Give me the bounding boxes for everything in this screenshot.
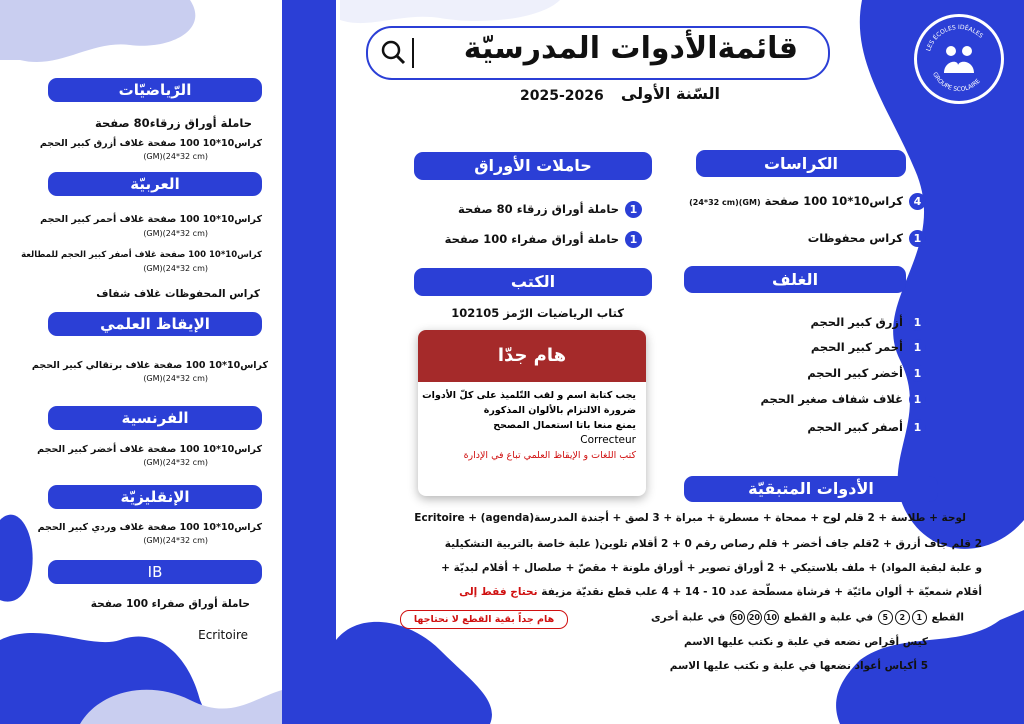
qty-badge: 1: [909, 419, 926, 436]
other-tools-line-7: كيس أقراص نضعه في علبة و نكتب عليها الاسم: [684, 636, 928, 648]
important-line-2: ضرورة الالتزام بالألوان المذكورة: [483, 405, 636, 416]
paper-holders-item-2: 1حاملة أوراق صفراء 100 صفحة: [445, 231, 642, 248]
section-paper-holders-header: حاملات الأوراق: [414, 152, 652, 180]
logo-figure-head-1: [946, 46, 956, 56]
other-tools-line-1: لوحة + طلاسة + 2 قلم لوح + ممحاة + مسطرة + مبراة + 3 لصق + أجندة المدرسة(agenda) + Ecritoire: [414, 512, 966, 524]
other-tools-line-3: و علبة لبقية المواد) + ملف بلاستيكي + 2 أوراق تصوير + أوراق ملونة + مقصّ + صلصال + أقلام لبديّة +: [441, 562, 982, 574]
important-red-line: كتب اللغات و الإيقاظ العلمي تباع في الإدارة: [463, 450, 636, 461]
blob-left-mid: [0, 515, 33, 602]
search-icon: [380, 39, 406, 65]
blob-top-left-light: [0, 0, 195, 62]
left-french-item-1: كراس10*10 100 صفحة غلاف أخضر كبير الحجم: [37, 444, 262, 455]
qty-badge: 4: [909, 193, 926, 210]
covers-item-4: 1غلاف شفاف صغير الحجم: [760, 391, 926, 408]
logo-figure-head-2: [962, 46, 972, 56]
coin-icon: 10: [764, 610, 779, 625]
coin-icon: 5: [878, 610, 893, 625]
covers-item-5: 1أصفر كبير الحجم: [807, 419, 926, 436]
covers-item-1: 1أزرق كبير الحجم: [810, 314, 926, 331]
important-notice-box: [418, 330, 646, 496]
left-arabic-item-3: كراس المحفوظات غلاف شفاف: [96, 288, 260, 300]
other-tools-line-4: أقلام شمعيّة + ألوان مائيّة + فرشاة مسطّحة عدد 10 - 14 + 4 علب قطع نقديّة مزيفة نحتاج فقط إلى: [459, 586, 982, 598]
left-math-header: الرّياضيّات: [48, 78, 262, 102]
left-math-item-1: حاملة أوراق زرقاء80 صفحة: [95, 116, 252, 130]
left-science-item-1: كراس10*10 100 صفحة غلاف برتقالي كبير الحجم: [31, 360, 268, 371]
section-covers-header: الغلف: [684, 266, 906, 293]
other-tools-red-phrase: نحتاج فقط إلى: [459, 586, 538, 598]
qty-badge: 1: [909, 230, 926, 247]
important-line-3: يمنع منعا باتا استعمال المصحح: [493, 420, 636, 431]
vertical-strip: [282, 0, 336, 724]
left-science-header: الإيقاظ العلمي: [48, 312, 262, 336]
left-ib-item-1: حاملة أوراق صفراء 100 صفحة: [90, 598, 250, 610]
left-arabic-item-1: كراس10*10 100 صفحة غلاف أحمر كبير الحجم: [40, 214, 262, 225]
left-english-header: الإنقليزيّة: [48, 485, 262, 509]
coin-icon: 50: [730, 610, 745, 625]
page-title: قائمةالأدوات المدرسيّة: [463, 31, 798, 66]
subtitle-level: السّنة الأولى: [620, 84, 720, 103]
important-line-4: Correcteur: [580, 434, 636, 446]
svg-text:GROUPE SCOLAIRE: [931, 71, 982, 93]
section-notebooks-header: الكراسات: [696, 150, 906, 177]
left-arabic-item-2-dim: (GM)(24*32 cm): [143, 264, 208, 273]
left-ib-header: IB: [48, 560, 262, 584]
coin-icon: 1: [912, 610, 927, 625]
other-tools-line-2: 2 قلم جاف أزرق + 2قلم جاف أخضر + قلم رصاص رقم 0 + 2 أقلام تلوين( علبة خاصة بالتربية التشكيلية: [444, 538, 982, 550]
important-header: هام جدّا: [418, 330, 646, 382]
left-math-item-2: كراس10*10 100 صفحة غلاف أزرق كبير الحجم: [39, 138, 262, 149]
left-arabic-item-1-dim: (GM)(24*32 cm): [143, 229, 208, 238]
subtitle-year: 2025-2026: [520, 88, 604, 104]
qty-badge: 1: [625, 231, 642, 248]
books-item-1: كتاب الرياضيات الرّمز 102105: [451, 306, 624, 320]
left-arabic-item-2: كراس10*10 100 صفحة غلاف أصفر كبير الحجم للمطالعة: [21, 250, 262, 260]
left-french-item-1-dim: (GM)(24*32 cm): [143, 458, 208, 467]
left-english-item-1-dim: (GM)(24*32 cm): [143, 536, 208, 545]
left-french-header: الفرنسية: [48, 406, 262, 430]
notebooks-item-1: 4كراس10*10 100 صفحة (GM)(24*32 cm): [689, 193, 926, 210]
left-math-item-2-dim: (GM)(24*32 cm): [143, 152, 208, 161]
qty-badge: 1: [909, 365, 926, 382]
paper-holders-item-1: 1حاملة أوراق زرقاء 80 صفحة: [458, 201, 642, 218]
qty-badge: 1: [909, 339, 926, 356]
left-science-item-1-dim: (GM)(24*32 cm): [143, 374, 208, 383]
school-logo: [914, 14, 1004, 104]
logo-bottom-text: GROUPE SCOLAIRE: [931, 71, 982, 94]
title-divider: [412, 38, 414, 68]
other-tools-line-coins: القطع 125 في علبة و القطع 102050 في علبة أخرى: [651, 611, 964, 624]
left-english-item-1: كراس10*10 100 صفحة غلاف وردي كبير الحجم: [37, 522, 262, 533]
blob-top-middle-light: [340, 0, 560, 23]
title-box: [366, 26, 830, 80]
logo-figures-body: [944, 62, 974, 73]
section-other-tools-header: الأدوات المتبقيّة: [684, 476, 938, 502]
covers-item-2: 1أحمر كبير الحجم: [811, 339, 926, 356]
section-books-header: الكتب: [414, 268, 652, 296]
logo-top-text: LES ÉCOLES IDÉALES: [925, 23, 985, 53]
left-ib-item-2: Ecritoire: [198, 628, 248, 642]
coin-icon: 20: [747, 610, 762, 625]
notebooks-item-2: 1كراس محفوظات: [808, 230, 926, 247]
blob-bottom-center: [336, 622, 492, 724]
other-tools-line-8: 5 أكياس أعواد نضعها في علبة و نكتب عليها الاسم: [669, 660, 928, 672]
qty-badge: 1: [625, 201, 642, 218]
important-line-1: يجب كتابة اسم و لقب التّلميذ على كلّ الأدوات: [422, 390, 636, 401]
covers-item-3: 1أخضر كبير الحجم: [807, 365, 926, 382]
qty-badge: 1: [909, 391, 926, 408]
left-arabic-header: العربيّة: [48, 172, 262, 196]
coins-notice-badge: هام جداً بقية القطع لا نحتاجها: [400, 610, 568, 629]
coin-icon: 2: [895, 610, 910, 625]
qty-badge: 1: [909, 314, 926, 331]
